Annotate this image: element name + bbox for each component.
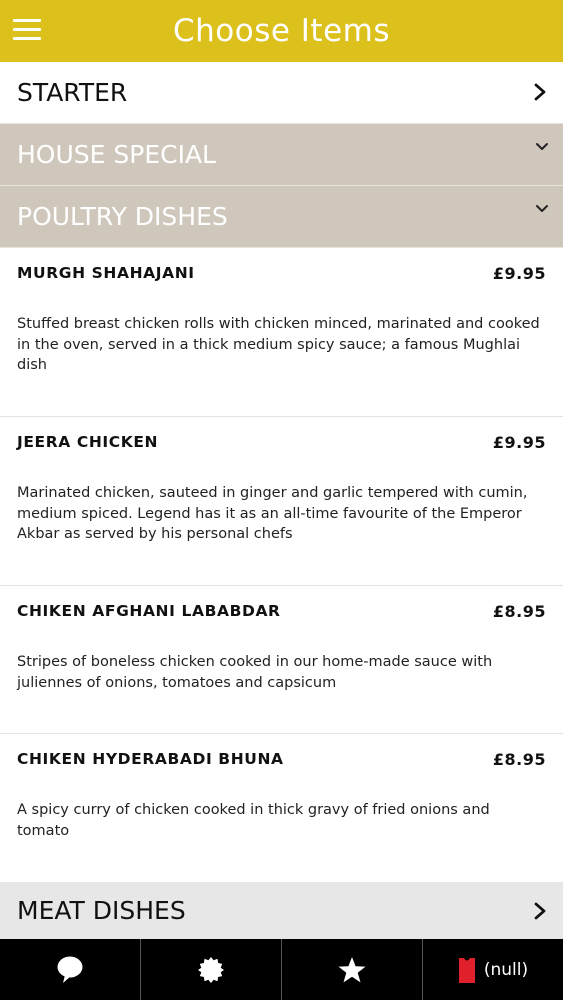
tab-favourites[interactable] (282, 939, 423, 1000)
chevron-down-icon (535, 142, 549, 152)
star-icon (337, 956, 367, 984)
item-description: Stuffed breast chicken rolls with chicken minced, marinated and cooked in the oven, served in a thick medium spicy sauce; a famous Mughlai dish (17, 316, 540, 373)
tab-offers[interactable] (141, 939, 282, 1000)
section-house-special[interactable] (0, 124, 563, 186)
item-description: A spicy curry of chicken cooked in thick gravy of fried onions and tomato (17, 802, 490, 839)
tab-chat[interactable] (0, 939, 141, 1000)
item-price: £8.95 (492, 750, 546, 769)
item-description: Stripes of boneless chicken cooked in our home-made sauce with juliennes of onions, tomatoes and capsicum (17, 654, 493, 691)
cart-label: (null) (483, 959, 529, 980)
menu-icon[interactable] (13, 19, 41, 41)
section-label: STARTER (17, 78, 128, 107)
page-title: Choose Items (172, 13, 391, 49)
section-label: MEAT DISHES (17, 896, 186, 925)
item-price: £8.95 (492, 602, 546, 621)
badge-icon (197, 956, 225, 984)
item-name: CHIKEN HYDERABADI BHUNA (17, 750, 284, 768)
section-poultry-dishes[interactable] (0, 186, 563, 248)
section-label: HOUSE SPECIAL (17, 140, 216, 169)
bottom-tab-bar (0, 939, 563, 1000)
app-header (0, 0, 563, 62)
chat-bubble-icon (56, 955, 84, 985)
item-name: MURGH SHAHAJANI (17, 264, 195, 282)
chevron-down-icon (535, 204, 549, 214)
item-name: CHIKEN AFGHANI LABABDAR (17, 602, 281, 620)
chevron-right-icon (531, 902, 549, 920)
item-description: Marinated chicken, sauteed in ginger and garlic tempered with cumin, medium spiced. Legend has it as an all-time favourite of the Emperor Akbar as served by his personal chefs (17, 485, 528, 542)
menu-item[interactable] (0, 586, 563, 734)
item-price: £9.95 (492, 433, 546, 452)
tab-cart[interactable] (423, 939, 563, 1000)
menu-item[interactable] (0, 734, 563, 882)
section-label: POULTRY DISHES (17, 202, 228, 231)
section-starter[interactable] (0, 62, 563, 124)
section-meat-dishes[interactable] (0, 882, 563, 939)
chevron-right-icon (531, 83, 549, 101)
item-price: £9.95 (492, 264, 546, 283)
menu-item[interactable] (0, 417, 563, 586)
cart-icon (458, 956, 476, 984)
menu-item[interactable] (0, 248, 563, 417)
item-name: JEERA CHICKEN (17, 433, 159, 451)
